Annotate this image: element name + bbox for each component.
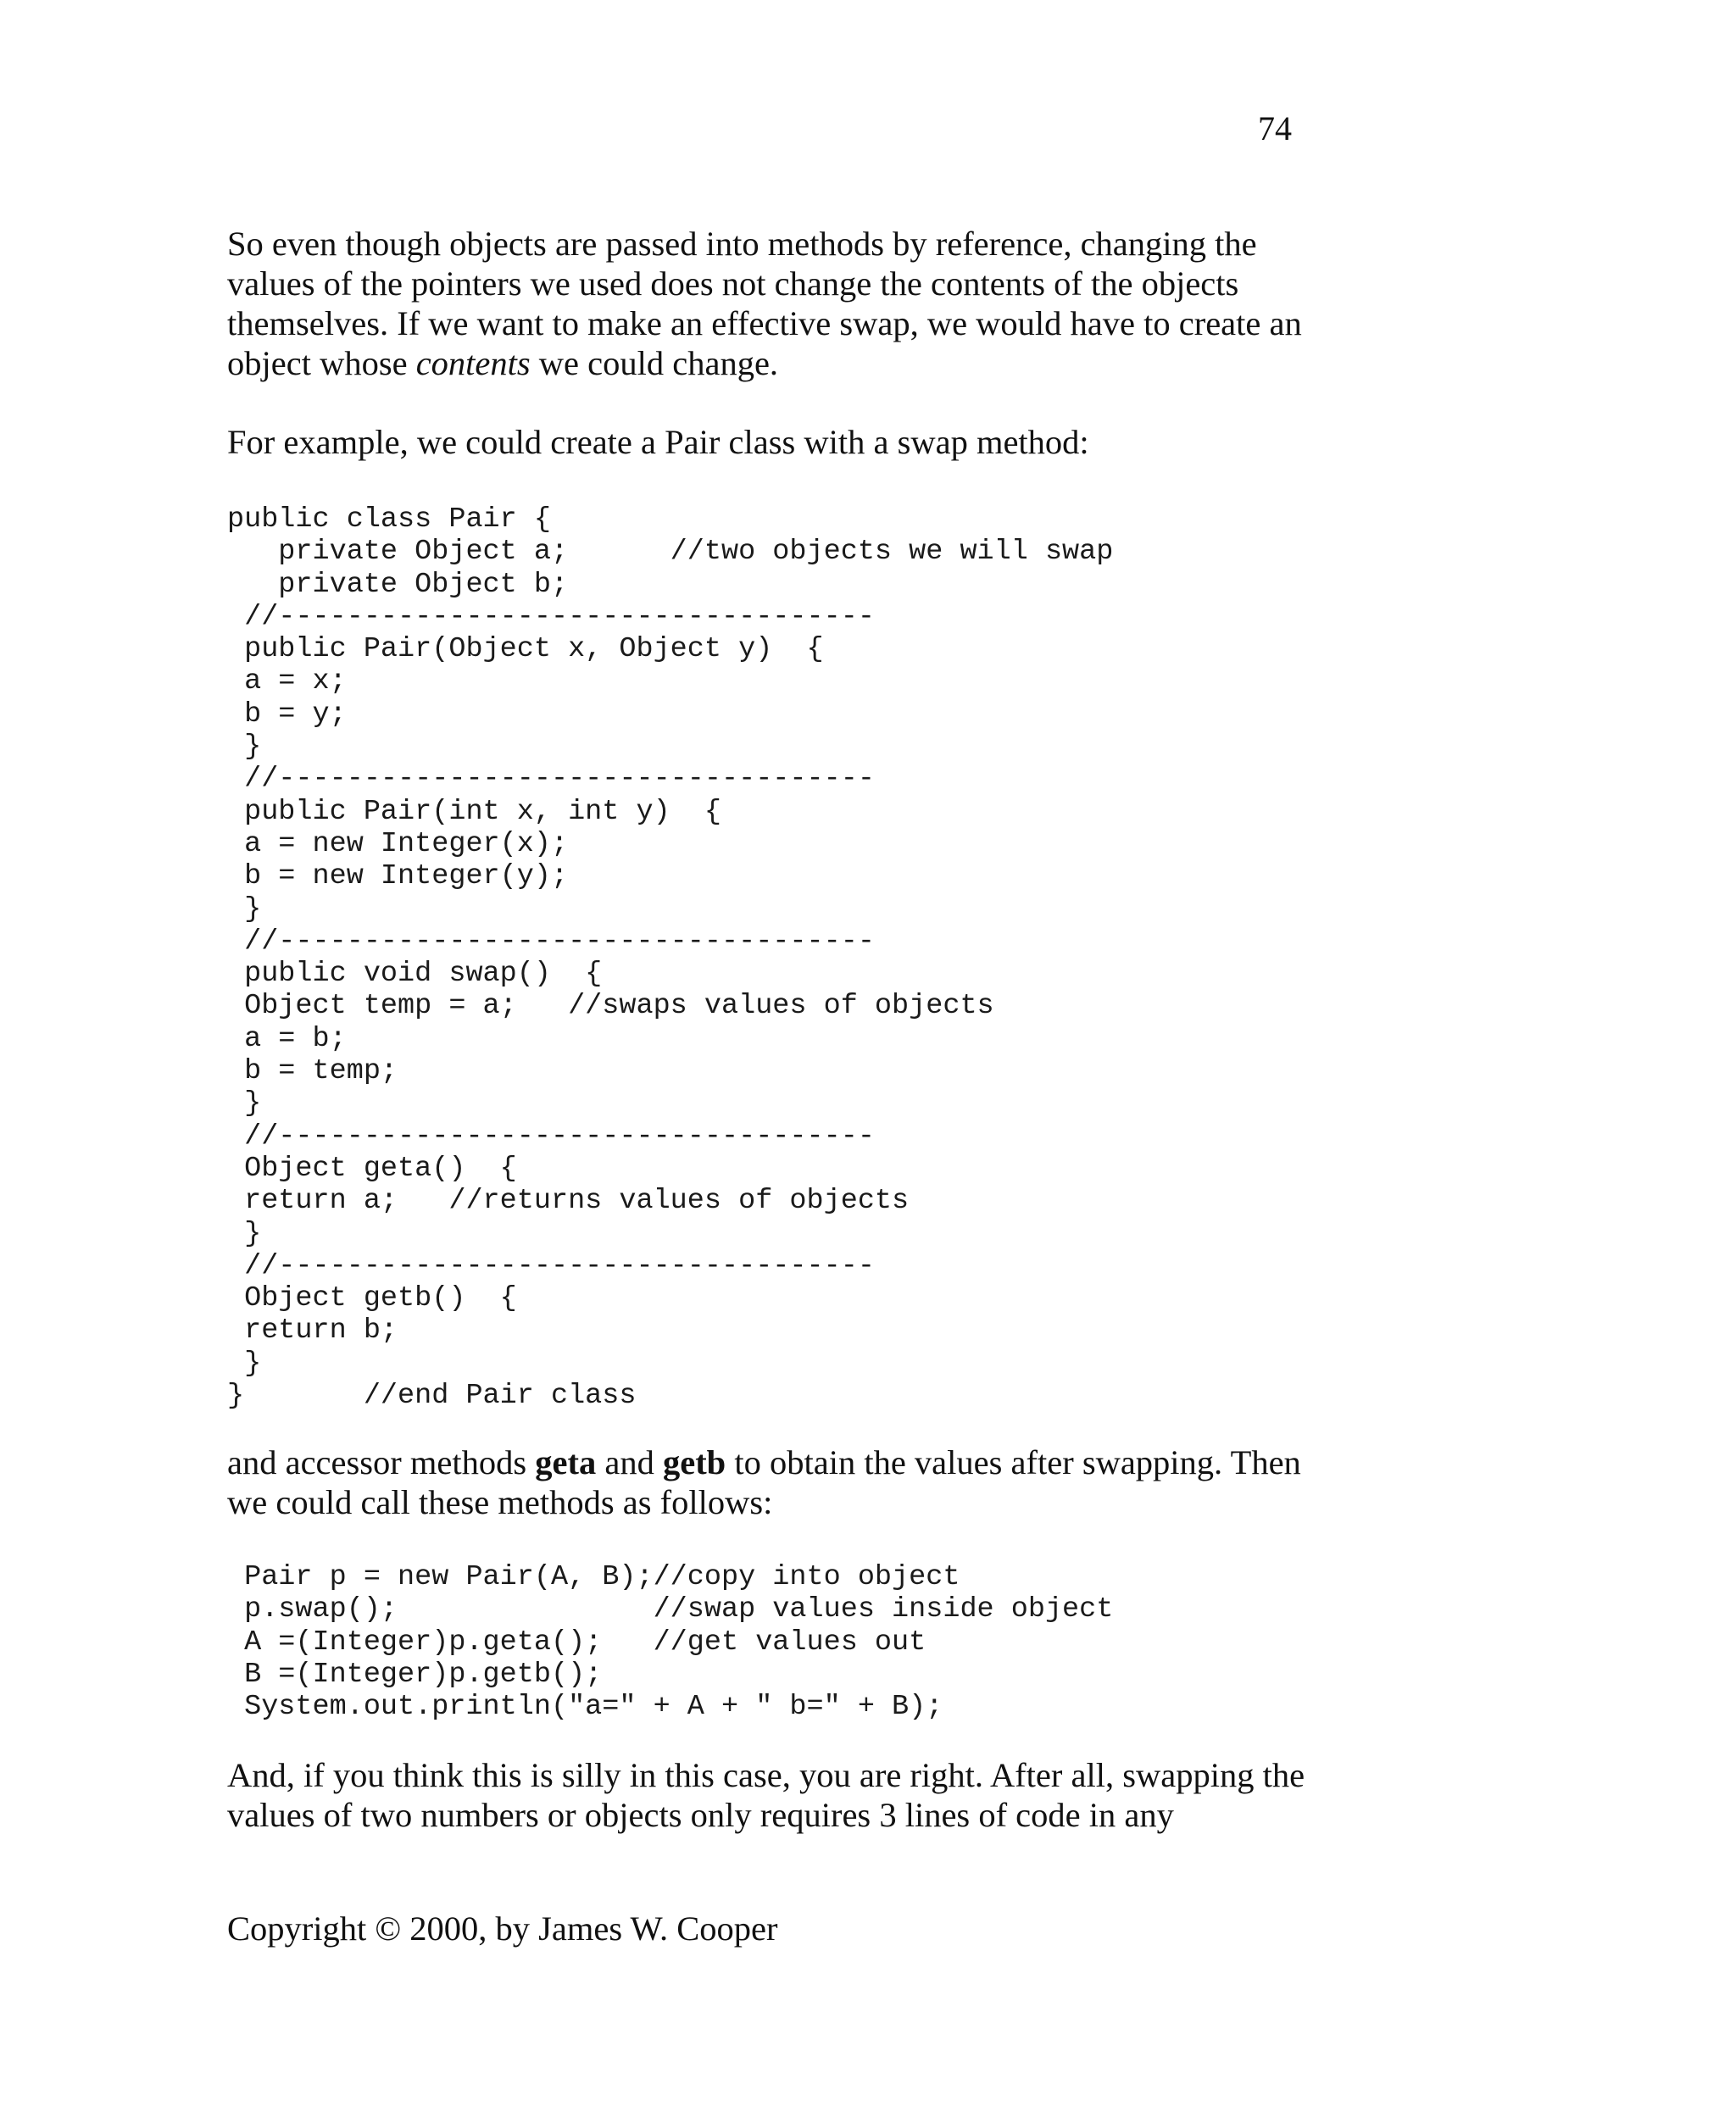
accessor-text-3: to obtain the values after swapping. Then we could call these methods as follows: [227, 1443, 1301, 1521]
code-line: System.out.println("a=" + A + " b=" + B); [227, 1691, 943, 1724]
code-line: private Object a; //two objects we will swap [227, 536, 1114, 569]
accessor-paragraph [227, 1442, 1346, 1522]
code-line: return a; //returns values of objects [227, 1185, 910, 1218]
code-line: } [227, 731, 262, 764]
copyright-footer: Copyright © 2000, by James W. Cooper [227, 1909, 778, 1948]
code-line: Object getb() { [227, 1282, 517, 1315]
getb-keyword: getb [662, 1443, 726, 1481]
accessor-text-1: and accessor methods [227, 1443, 536, 1481]
example-paragraph: For example, we could create a Pair class with a swap method: [227, 423, 1089, 461]
page-number: 74 [1258, 109, 1292, 147]
code-line: public Pair(Object x, Object y) { [227, 633, 824, 666]
code-line: a = new Integer(x); [227, 827, 569, 860]
code-line: //----------------------------------- [227, 1120, 875, 1153]
accessor-text-2: and [596, 1443, 663, 1481]
code-line: p.swap(); //swap values inside object [227, 1593, 1114, 1626]
code-line: Pair p = new Pair(A, B);//copy into object [227, 1561, 960, 1593]
code-line: Object geta() { [227, 1152, 517, 1185]
usage-code [227, 1561, 1113, 1723]
code-line: //----------------------------------- [227, 1249, 875, 1282]
code-line: public Pair(int x, int y) { [227, 795, 721, 828]
code-line: private Object b; [227, 568, 569, 601]
code-line: public class Pair { [227, 503, 551, 536]
code-line: //----------------------------------- [227, 600, 875, 633]
code-line: } [227, 1217, 262, 1250]
intro-text-end: we could change. [530, 344, 779, 382]
code-line: a = x; [227, 665, 347, 698]
code-line: a = b; [227, 1022, 347, 1055]
code-line: //----------------------------------- [227, 763, 875, 796]
code-line: } //end Pair class [227, 1380, 637, 1413]
intro-text-start: So even though objects are passed into methods by reference, changing the values of the pointers we used does not change the contents of the objects themselves. If we want to make an effective swap, we would have to create an object whose [227, 225, 1302, 382]
pair-class-code [227, 503, 1113, 1412]
code-line: } [227, 1087, 262, 1120]
code-line: } [227, 892, 262, 925]
code-line: A =(Integer)p.geta(); //get values out [227, 1626, 926, 1659]
code-line: //----------------------------------- [227, 925, 875, 958]
code-line: return b; [227, 1314, 398, 1348]
intro-paragraph [227, 224, 1346, 383]
code-line: public void swap() { [227, 958, 603, 991]
code-line: Object temp = a; //swaps values of objects [227, 990, 994, 1023]
contents-emphasis: contents [415, 344, 531, 382]
code-line: B =(Integer)p.getb(); [227, 1658, 603, 1691]
code-line: b = new Integer(y); [227, 860, 569, 893]
code-line: b = y; [227, 698, 347, 731]
code-line: b = temp; [227, 1055, 398, 1088]
code-line: } [227, 1347, 262, 1380]
geta-keyword: geta [535, 1443, 597, 1481]
closing-paragraph: And, if you think this is silly in this case, you are right. After all, swapping the values of two numbers or objects only requires 3 lines of code in any [227, 1756, 1305, 1834]
